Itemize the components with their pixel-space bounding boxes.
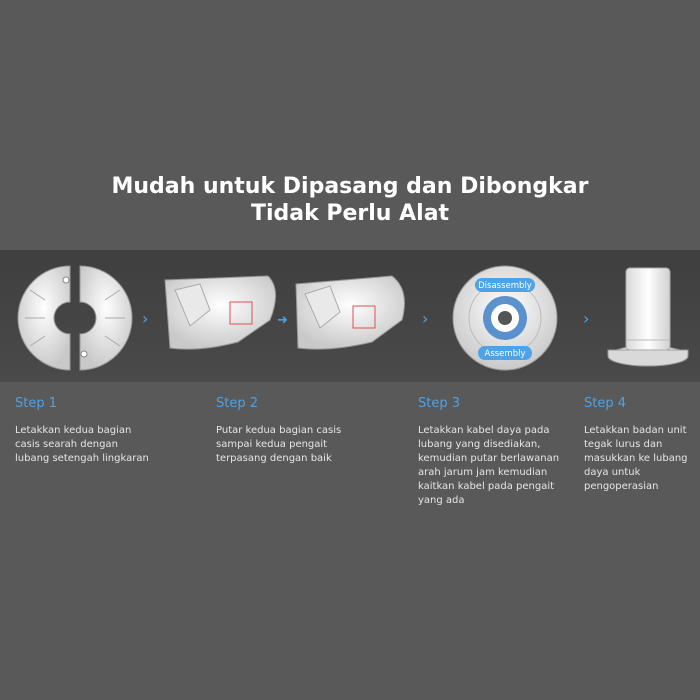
arrow-icon: ➜ xyxy=(277,313,288,328)
page-title: Mudah untuk Dipasang dan Dibongkar xyxy=(111,174,589,199)
base-rotate-image xyxy=(165,276,404,349)
step-4-title: Step 4 xyxy=(584,396,627,411)
arrow-icon: › xyxy=(422,309,429,328)
illustration-strip xyxy=(0,250,700,382)
unit-upright-image xyxy=(608,268,688,366)
step-1-description: Letakkan kedua bagian casis searah dengan lubang setengah lingkaran xyxy=(15,425,149,464)
base-halves-image xyxy=(18,266,132,370)
assembly-illustrations xyxy=(0,250,700,382)
step-1-title: Step 1 xyxy=(15,396,58,411)
base-lock-image xyxy=(453,266,557,370)
disassembly-label: Disassembly xyxy=(478,281,532,291)
step-4-description: Letakkan badan unit tegak lurus dan masukkan ke lubang daya untuk pengoperasian xyxy=(584,425,688,492)
arrow-icon: › xyxy=(583,309,590,328)
arrow-icon: › xyxy=(142,309,149,328)
page-subtitle: Tidak Perlu Alat xyxy=(250,201,450,226)
assembly-label: Assembly xyxy=(484,349,526,359)
step-3-description: Letakkan kabel daya pada lubang yang disediakan, kemudian putar berlawanan arah jarum jam kemudian kaitkan kabel pada pengait yang ada xyxy=(418,425,560,506)
step-2-description: Putar kedua bagian casis sampai kedua pengait terpasang dengan baik xyxy=(216,425,342,464)
step-3-title: Step 3 xyxy=(418,396,461,411)
step-2-title: Step 2 xyxy=(216,396,259,411)
